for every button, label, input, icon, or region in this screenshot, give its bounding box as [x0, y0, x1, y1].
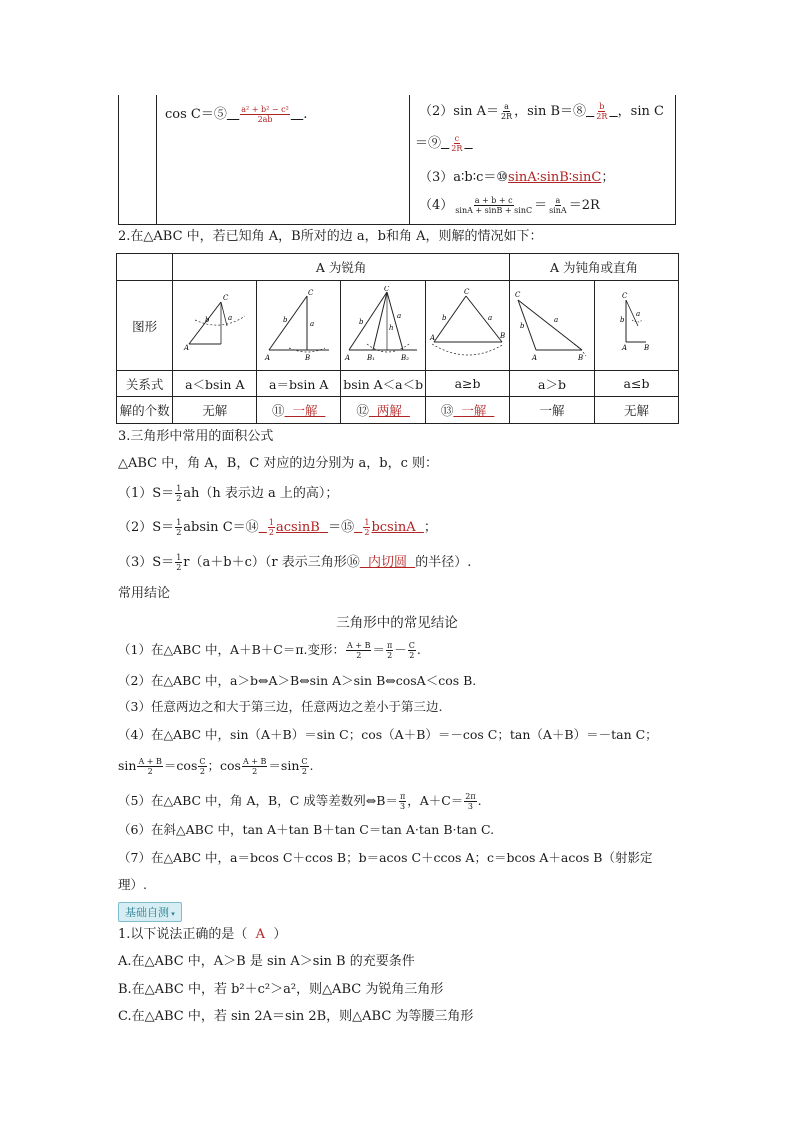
label-b: b	[620, 315, 625, 324]
figure-obtuse-no-solution	[594, 281, 678, 371]
option-c: C.在△ABC 中，若 sin 2A＝sin 2B，则△ABC 为等腰三角形	[118, 1009, 474, 1024]
area-formula-2: （2）S＝ $\frac{1}{2}$ absin C＝⑭ $\frac{1}{2}$ acsinB ＝⑮ $\frac{1}{2}$ bcsinA ；	[118, 518, 437, 537]
row-label-figure: 图形	[117, 281, 173, 371]
label-A: A	[264, 353, 270, 362]
section-2-heading: 2.在△ABC 中，若已知角 A，B所对的边 a，b和角 A，则解的情况如下：	[118, 229, 543, 244]
conclusions-title: 三角形中的常见结论	[336, 615, 458, 631]
label-C: C	[622, 291, 628, 300]
area-formula-1: （1）S＝ $\frac{1}{2}$ ah（h 表示边 a 上的高）；	[118, 484, 339, 503]
label-b: b	[204, 315, 210, 324]
acute-header: A 为锐角	[173, 254, 510, 281]
conclusion-7b: 理）.	[118, 877, 147, 892]
sine-rule-line-4: （4） $\frac{a + b + c}{\sin A + \sin B + \sin C}$ ＝ $\frac{a}{\sin A}$ ＝2R	[419, 196, 600, 215]
label-C: C	[222, 293, 229, 302]
conclusions-label: 常用结论	[118, 586, 171, 601]
label-a: a	[227, 313, 232, 322]
area-formula-3: （3）S＝ $\frac{1}{2}$ r（a＋b＋c）（r 表示三角形⑯ 内切圆 的半径）.	[118, 553, 472, 572]
label-a: a	[487, 313, 492, 322]
conclusion-4b: sin $\frac{A + B}{2}$ ＝cos $\frac{C}{2}$ ；cos $\frac{A + B}{2}$ ＝sin $\frac{C}{2}$ .	[118, 757, 314, 776]
figure-no-solution-acute	[173, 281, 257, 371]
option-a: A.在△ABC 中，A＞B 是 sin A＞sin B 的充要条件	[118, 954, 415, 969]
label-A: A	[429, 333, 435, 342]
figure-a-ge-b	[426, 281, 510, 371]
relation-cell: a＝bsin A	[257, 371, 341, 397]
label-B: B	[644, 343, 650, 352]
relation-cell: a≤b	[594, 371, 678, 397]
cos-c-formula: cos C＝⑤ $\frac{\text{a² + b² − c²}}{2ab}$ .	[165, 105, 308, 124]
conclusion-3: （3）任意两边之和大于第三边，任意两边之差小于第三边.	[118, 699, 443, 714]
sine-rule-line-2b: ＝⑨ $\frac{c}{2R}$	[415, 134, 463, 153]
conclusion-4a: （4）在△ABC 中，sin（A＋B）＝sin C；cos（A＋B）＝－cos C；tan（A＋B）＝－tan C；	[118, 727, 658, 742]
label-C: C	[384, 285, 390, 293]
option-b: B.在△ABC 中，若 b²＋c²＞a²，则△ABC 为锐角三角形	[118, 982, 444, 997]
figure-obtuse-one-solution	[510, 281, 595, 371]
label-b: b	[282, 315, 288, 324]
label-a: a	[636, 309, 641, 318]
count-cell: 一解	[510, 397, 595, 424]
label-B: B	[304, 353, 310, 362]
section-3-heading: 3.三角形中常用的面积公式	[118, 429, 274, 444]
label-h: h	[389, 323, 394, 332]
count-cell: ⑪ 一解	[257, 397, 341, 424]
label-C: C	[463, 287, 469, 296]
figure-one-solution-right	[257, 281, 341, 371]
label-A: A	[345, 353, 351, 362]
obtuse-header: A 为钝角或直角	[510, 254, 679, 281]
count-cell: 无解	[173, 397, 257, 424]
figure-two-solutions	[341, 281, 426, 371]
label-b: b	[520, 321, 525, 330]
row-label-count: 解的个数	[117, 397, 173, 424]
label-b: b	[359, 317, 364, 326]
row-label-relation: 关系式	[117, 371, 173, 397]
relation-cell: a＞b	[510, 371, 595, 397]
label-a: a	[554, 315, 559, 324]
conclusion-7a: （7）在△ABC 中，a＝bcos C＋ccos B；b＝acos C＋ccos A；c＝bcos A＋acos B（射影定	[118, 850, 653, 865]
label-a: a	[397, 311, 402, 320]
label-B1: B₁	[367, 353, 376, 362]
relation-cell: a＜bsin A	[173, 371, 257, 397]
count-cell: ⑫ 两解	[341, 397, 426, 424]
count-cell: 无解	[594, 397, 678, 424]
label-B2: B₂	[401, 353, 410, 362]
label-A: A	[183, 343, 189, 352]
relation-cell: bsin A＜a＜b	[341, 371, 426, 397]
badge-arrow-icon: ▾	[169, 910, 175, 918]
sine-rule-line-2: （2）sin A＝ $\frac{a}{2R}$ ，sin B＝⑧ $\frac{b}{2R}$ ，sin C	[419, 102, 664, 121]
sine-rule-line-3: （3）a∶b∶c＝⑩sinA∶sinB∶sinC；	[419, 170, 615, 185]
conclusion-5: （5）在△ABC 中，角 A，B，C 成等差数列⇔B＝ $\frac{\pi}{3}$ ，A＋C＝ $\frac{2\pi}{3}$ .	[118, 792, 482, 811]
label-b: b	[441, 313, 447, 322]
self-test-badge: 基础自测 ▾	[118, 902, 182, 922]
solutions-table	[116, 253, 679, 424]
count-cell: ⑬ 一解	[426, 397, 510, 424]
label-A: A	[532, 353, 538, 362]
conclusion-6: （6）在斜△ABC 中，tan A＋tan B＋tan C＝tan A·tan B·tan C.	[118, 822, 495, 837]
label-B: B	[578, 353, 584, 362]
relation-cell: a≥b	[426, 371, 510, 397]
label-A: A	[622, 343, 628, 352]
label-C: C	[307, 288, 314, 297]
area-intro: △ABC 中，角 A，B，C 对应的边分别为 a，b，c 则：	[118, 456, 439, 471]
label-B: B	[499, 331, 505, 340]
conclusion-2: （2）在△ABC 中，a＞b⇔A＞B⇔sin A＞sin B⇔cosA＜cos B.	[118, 673, 477, 688]
conclusion-1: （1）在△ABC 中，A＋B＋C＝π.变形： $\frac{A + B}{2}$ ＝ $\frac{\pi}{2}$ － $\frac{C}{2}$ .	[118, 641, 421, 660]
label-C: C	[515, 290, 521, 299]
question-1: 1.以下说法正确的是（ A ）	[118, 927, 287, 942]
label-a: a	[309, 319, 314, 328]
